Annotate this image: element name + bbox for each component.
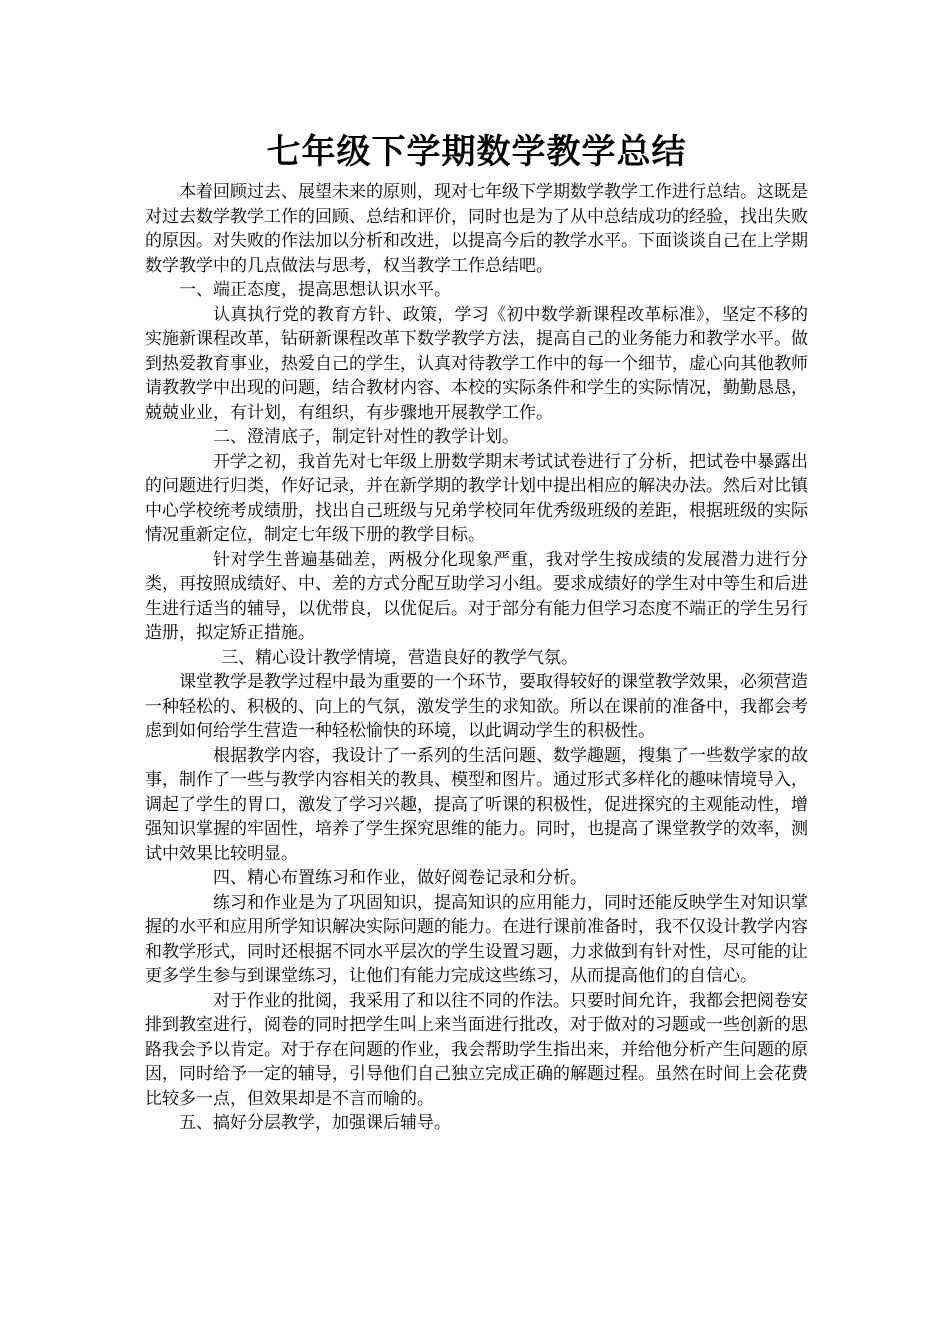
paragraph: 根据教学内容，我设计了一系列的生活问题、数学趣题，搜集了一些数学家的故事，制作了一些与教学内容相关的教具、模型和图片。通过形式多样化的趣味情境导入，调起了学生的胃口，激发了学习兴趣，提高了听课的积极性，促进探究的主观能动性，增强知识掌握的牢固性，培养了学生探究思维的能力。同时，也提高了课堂教学的效率，测试中效果比较明显。 [145, 745, 808, 864]
section-heading: 二、澄清底子，制定针对性的教学计划。 [213, 427, 519, 447]
paragraph: 本着回顾过去、展望未来的原则，现对七年级下学期数学教学工作进行总结。这既是对过去数学教学工作的回顾、总结和评价，同时也是为了从中总结成功的经验，找出失败的原因。对失败的作法加以分析和改进，以提高今后的教学水平。下面谈谈自己在上学期数学教学中的几点做法与思考，权当教学工作总结吧。 [145, 182, 808, 276]
paragraph: 练习和作业是为了巩固知识，提高知识的应用能力，同时还能反映学生对知识掌握的水平和应用所学知识解决实际问题的能力。在进行课前准备时，我不仅设计教学内容和教学形式，同时还根据不同水平层次的学生设置习题，力求做到有针对性，尽可能的让更多学生参与到课堂练习，让他们有能力完成这些练习，从而提高他们的自信心。 [145, 892, 808, 986]
paragraph: 认真执行党的教育方针、政策，学习《初中数学新课程改革标准》，坚定不移的实施新课程改革，钻研新课程改革下数学教学方法，提高自己的业务能力和教学水平。做到热爱教育事业，热爱自己的学生，认真对待教学工作中的每一个细节，虚心向其他教师请教教学中出现的问题，结合教材内容、本校的实际条件和学生的实际情况，勤勤恳恳，兢兢业业，有计划，有组织，有步骤地开展教学工作。 [145, 304, 808, 423]
section-heading: 五、搞好分层教学，加强课后辅导。 [179, 1113, 451, 1133]
paragraph: 针对学生普遍基础差，两极分化现象严重，我对学生按成绩的发展潜力进行分类，再按照成绩好、中、差的方式分配互助学习小组。要求成绩好的学生对中等生和后进生进行适当的辅导，以优带良，以优促后。对于部分有能力但学习态度不端正的学生另行造册，拟定矫正措施。 [145, 549, 808, 643]
document-title: 七年级下学期数学教学总结 [266, 132, 687, 172]
document-body [145, 180, 808, 1136]
section-heading: 三、精心设计教学情境，营造良好的教学气氛。 [221, 647, 578, 668]
section-heading: 一、端正态度，提高思想认识水平。 [179, 280, 451, 300]
section-heading: 四、精心布置练习和作业，做好阅卷记录和分析。 [213, 868, 587, 888]
document-page [145, 128, 808, 1136]
paragraph: 课堂教学是教学过程中最为重要的一个环节，要取得较好的课堂教学效果，必须营造一种轻松的、积极的、向上的气氛，激发学生的求知欲。所以在课前的准备中，我都会考虑到如何给学生营造一种轻松愉快的环境，以此调动学生的积极性。 [145, 672, 808, 741]
paragraph: 开学之初，我首先对七年级上册数学期末考试试卷进行了分析，把试卷中暴露出的问题进行归类，作好记录，并在新学期的教学计划中提出相应的解决办法。然后对比镇中心学校统考成绩册，找出自己班级与兄弟学校同年优秀级班级的差距，根据班级的实际情况重新定位，制定七年级下册的教学目标。 [145, 451, 808, 545]
paragraph: 对于作业的批阅，我采用了和以往不同的作法。只要时间允许，我都会把阅卷安排到教室进行，阅卷的同时把学生叫上来当面进行批改，对于做对的习题或一些创新的思路我会予以肯定。对于存在问题的作业，我会帮助学生指出来，并给他分析产生问题的原因，同时给予一定的辅导，引导他们自己独立完成正确的解题过程。虽然在时间上会花费比较多一点，但效果却是不言而喻的。 [145, 990, 808, 1109]
